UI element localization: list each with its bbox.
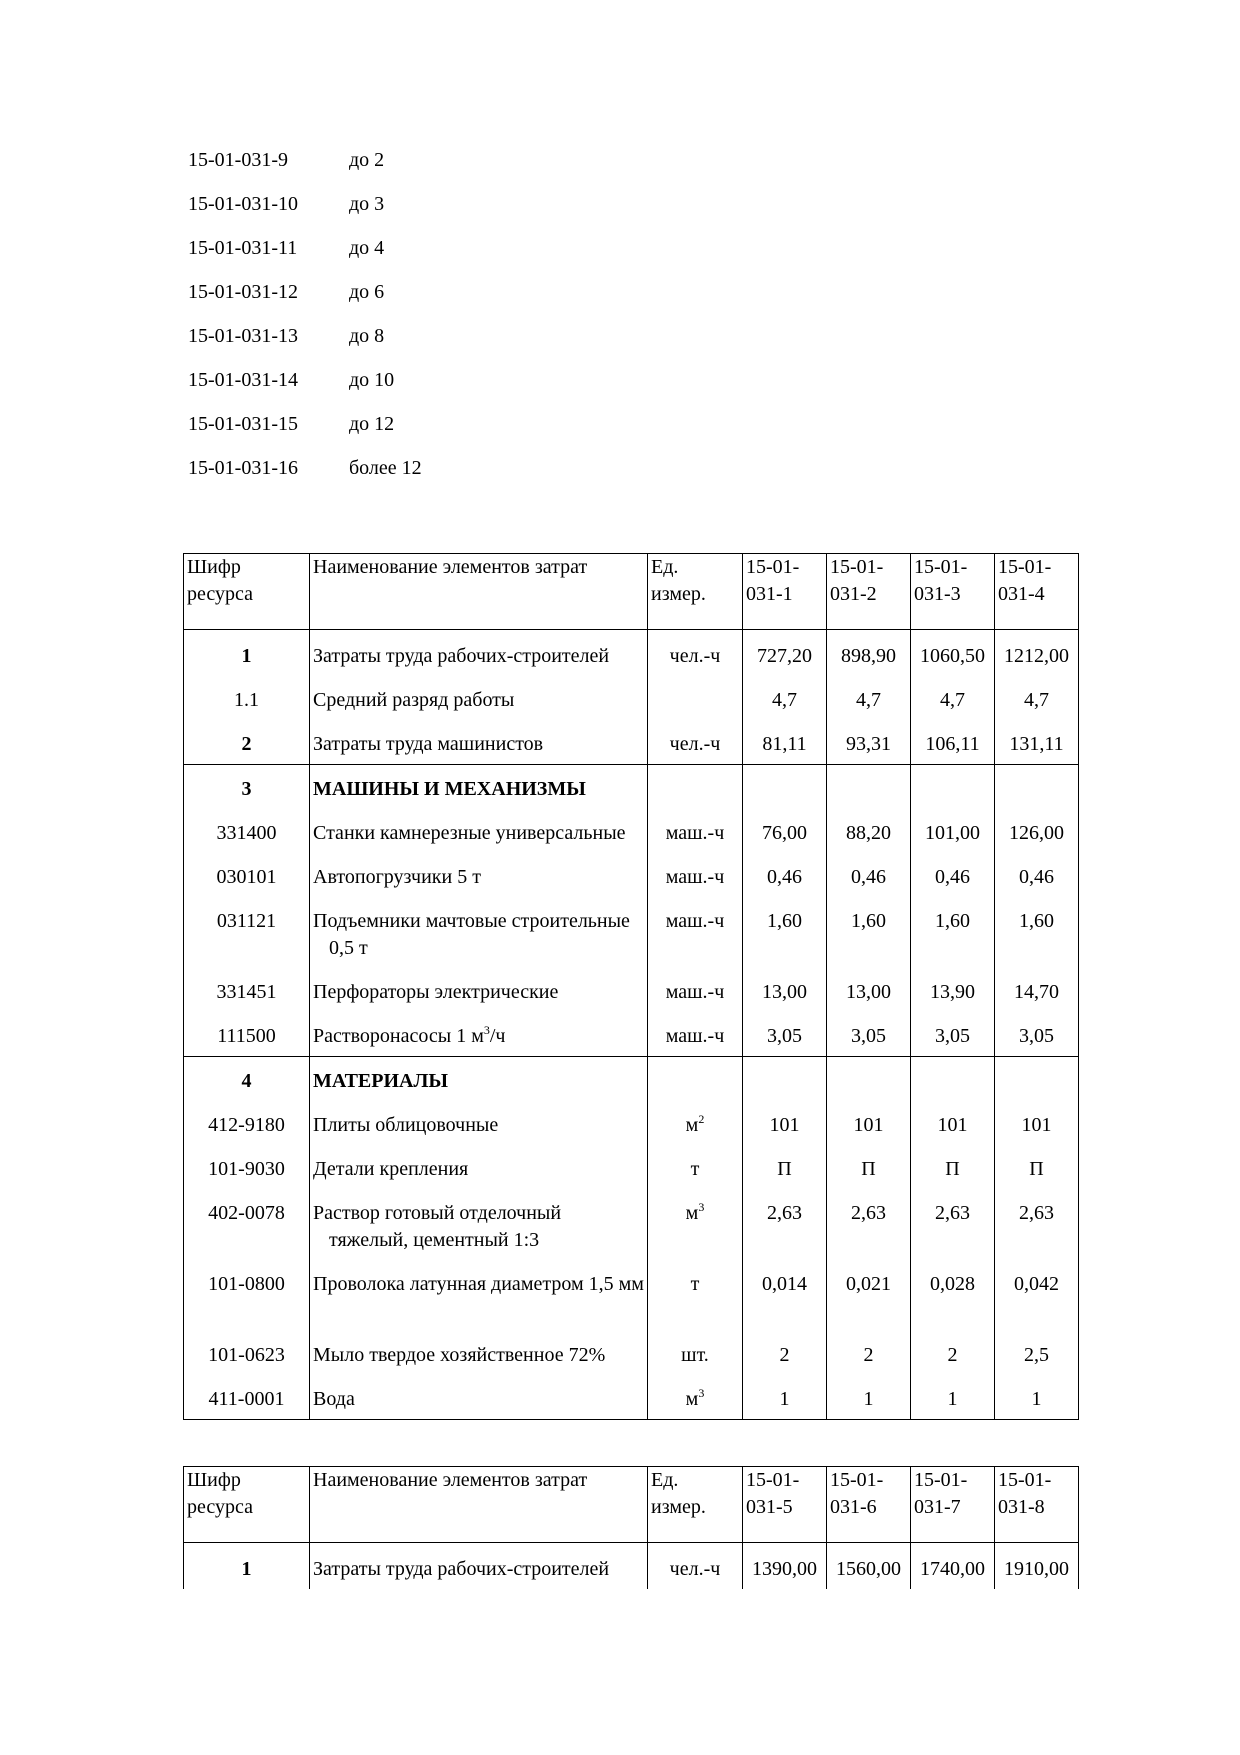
unit bbox=[648, 630, 743, 677]
header-norm-code bbox=[827, 1467, 911, 1543]
header-cost-name: Наименование элементов затрат bbox=[310, 1467, 648, 1543]
norm-value: 14,70 bbox=[995, 968, 1079, 1012]
header-text: 15-01- bbox=[746, 556, 800, 578]
cost-name-main: Станки камнерезные универсальные bbox=[313, 822, 626, 844]
norm-value: 2,63 bbox=[911, 1189, 995, 1260]
cost-name bbox=[310, 1331, 648, 1375]
cost-name-text bbox=[313, 643, 644, 670]
resource-code: 412-9180 bbox=[184, 1101, 310, 1145]
cost-name bbox=[310, 1375, 648, 1420]
unit-text: чел.-ч bbox=[669, 1558, 721, 1580]
code-label: до 6 bbox=[349, 281, 385, 303]
unit-text: маш.-ч bbox=[665, 1025, 725, 1047]
superscript: 3 bbox=[698, 1386, 705, 1400]
cost-name-main: Подъемники мачтовые строительные 0,5 т bbox=[313, 910, 630, 959]
code-label: более 12 bbox=[349, 457, 422, 479]
header-norm-code bbox=[743, 1467, 827, 1543]
norm-value: 0,014 bbox=[743, 1260, 827, 1331]
code-label: до 4 bbox=[349, 237, 385, 259]
norm-value: 101 bbox=[995, 1101, 1079, 1145]
norm-value: 13,90 bbox=[911, 968, 995, 1012]
code-list-item bbox=[188, 192, 422, 236]
norm-value: 3,05 bbox=[743, 1012, 827, 1057]
cost-name bbox=[310, 1543, 648, 1590]
resource-code: 3 bbox=[184, 765, 310, 810]
code-label: до 3 bbox=[349, 193, 385, 215]
code-list-item bbox=[188, 280, 422, 324]
header-text: измер. bbox=[651, 1496, 706, 1518]
norm-value: П bbox=[743, 1145, 827, 1189]
norm-value: 0,46 bbox=[743, 853, 827, 897]
table-row bbox=[184, 1057, 1079, 1102]
cost-name-text bbox=[313, 1342, 644, 1369]
header-text: 15-01- bbox=[914, 556, 968, 578]
unit bbox=[648, 765, 743, 810]
norm-value: 13,00 bbox=[827, 968, 911, 1012]
unit bbox=[648, 676, 743, 720]
norm-value bbox=[743, 1057, 827, 1102]
unit-text: маш.-ч bbox=[665, 981, 725, 1003]
header-text: 15-01- bbox=[998, 556, 1052, 578]
header-norm-code bbox=[911, 554, 995, 630]
cost-name-main: Средний разряд работы bbox=[313, 689, 515, 711]
norm-value: 1,60 bbox=[743, 897, 827, 968]
norm-code-list bbox=[188, 148, 422, 500]
cost-name-text bbox=[313, 776, 644, 803]
unit bbox=[648, 1189, 743, 1260]
cost-name-text bbox=[313, 979, 644, 1006]
unit bbox=[648, 1101, 743, 1145]
cost-name bbox=[310, 1101, 648, 1145]
norm-value bbox=[743, 765, 827, 810]
table-row bbox=[184, 897, 1079, 968]
cost-name-suffix: /ч bbox=[489, 1025, 506, 1047]
cost-name-text bbox=[313, 1112, 644, 1139]
norm-value: 93,31 bbox=[827, 720, 911, 765]
resource-table-1 bbox=[183, 553, 1079, 1420]
cost-name bbox=[310, 765, 648, 810]
header-text: 15-01- bbox=[914, 1469, 968, 1491]
resource-code: 1 bbox=[184, 630, 310, 677]
norm-value: 2,63 bbox=[743, 1189, 827, 1260]
unit bbox=[648, 1543, 743, 1590]
unit bbox=[648, 1331, 743, 1375]
table-row bbox=[184, 853, 1079, 897]
norm-value: 1 bbox=[995, 1375, 1079, 1420]
norm-value: П bbox=[827, 1145, 911, 1189]
code-value: 15-01-031-13 bbox=[188, 325, 298, 347]
code-value: 15-01-031-12 bbox=[188, 281, 298, 303]
header-text: 031-2 bbox=[830, 583, 877, 605]
header-norm-code bbox=[995, 1467, 1079, 1543]
unit-text: шт. bbox=[681, 1344, 709, 1366]
header-text: 031-6 bbox=[830, 1496, 877, 1518]
norm-value: 2 bbox=[827, 1331, 911, 1375]
header-text: Ед. bbox=[651, 556, 679, 578]
norm-value: 3,05 bbox=[827, 1012, 911, 1057]
header-resource-code bbox=[184, 1467, 310, 1543]
table-row bbox=[184, 1012, 1079, 1057]
header-text: 15-01- bbox=[830, 556, 884, 578]
unit-text: т bbox=[690, 1273, 700, 1295]
cost-name bbox=[310, 968, 648, 1012]
norm-value: 3,05 bbox=[911, 1012, 995, 1057]
header-norm-code bbox=[995, 554, 1079, 630]
header-text: Шифр bbox=[187, 1469, 241, 1491]
norm-value: 898,90 bbox=[827, 630, 911, 677]
header-unit bbox=[648, 1467, 743, 1543]
superscript: 2 bbox=[698, 1112, 705, 1126]
norm-value: 1 bbox=[827, 1375, 911, 1420]
norm-value: 1560,00 bbox=[827, 1543, 911, 1590]
code-list-item bbox=[188, 456, 422, 500]
norm-value: 1,60 bbox=[911, 897, 995, 968]
norm-value bbox=[911, 1057, 995, 1102]
table-header-row bbox=[184, 1467, 1079, 1543]
header-norm-code bbox=[827, 554, 911, 630]
code-list-item bbox=[188, 368, 422, 412]
header-resource-code bbox=[184, 554, 310, 630]
table-row bbox=[184, 1145, 1079, 1189]
cost-name bbox=[310, 676, 648, 720]
resource-code: 101-0623 bbox=[184, 1331, 310, 1375]
norm-value: 0,028 bbox=[911, 1260, 995, 1331]
table-row bbox=[184, 1189, 1079, 1260]
code-value: 15-01-031-11 bbox=[188, 237, 298, 259]
resource-code: 331451 bbox=[184, 968, 310, 1012]
resource-code: 331400 bbox=[184, 809, 310, 853]
norm-value bbox=[995, 765, 1079, 810]
cost-name-text bbox=[313, 687, 644, 714]
norm-value: 0,042 bbox=[995, 1260, 1079, 1331]
header-text: ресурса bbox=[187, 1496, 253, 1518]
header-unit bbox=[648, 554, 743, 630]
cost-name bbox=[310, 1012, 648, 1057]
unit-text: маш.-ч bbox=[665, 866, 725, 888]
norm-value: 1,60 bbox=[995, 897, 1079, 968]
table-body bbox=[184, 554, 1079, 1420]
header-cost-name: Наименование элементов затрат bbox=[310, 554, 648, 630]
table-row bbox=[184, 676, 1079, 720]
norm-value: 81,11 bbox=[743, 720, 827, 765]
table-body bbox=[184, 1467, 1079, 1590]
cost-name bbox=[310, 1260, 648, 1331]
header-text: 031-5 bbox=[746, 1496, 793, 1518]
cost-name bbox=[310, 897, 648, 968]
cost-name bbox=[310, 720, 648, 765]
norm-value bbox=[827, 1057, 911, 1102]
header-norm-code bbox=[743, 554, 827, 630]
norm-value: 1 bbox=[911, 1375, 995, 1420]
code-value: 15-01-031-16 bbox=[188, 457, 298, 479]
unit bbox=[648, 1145, 743, 1189]
norm-value: 1390,00 bbox=[743, 1543, 827, 1590]
norm-value: 727,20 bbox=[743, 630, 827, 677]
code-label: до 8 bbox=[349, 325, 385, 347]
norm-value: 13,00 bbox=[743, 968, 827, 1012]
unit-text: т bbox=[690, 1158, 700, 1180]
unit bbox=[648, 897, 743, 968]
code-value: 15-01-031-14 bbox=[188, 369, 298, 391]
cost-name bbox=[310, 1145, 648, 1189]
resource-code: 030101 bbox=[184, 853, 310, 897]
table-row bbox=[184, 968, 1079, 1012]
norm-value: 0,46 bbox=[827, 853, 911, 897]
table-row bbox=[184, 765, 1079, 810]
cost-name-text bbox=[313, 820, 644, 847]
code-label: до 10 bbox=[349, 369, 395, 391]
norm-value: 76,00 bbox=[743, 809, 827, 853]
cost-name-main: МАТЕРИАЛЫ bbox=[313, 1070, 448, 1092]
header-text: 15-01- bbox=[746, 1469, 800, 1491]
norm-value: 126,00 bbox=[995, 809, 1079, 853]
cost-name-text bbox=[313, 1023, 644, 1050]
norm-value: 1212,00 bbox=[995, 630, 1079, 677]
unit bbox=[648, 968, 743, 1012]
cost-name-text bbox=[313, 731, 644, 758]
norm-value: 88,20 bbox=[827, 809, 911, 853]
table-row bbox=[184, 1260, 1079, 1331]
norm-value: 1060,50 bbox=[911, 630, 995, 677]
norm-value: 4,7 bbox=[911, 676, 995, 720]
norm-value: 2 bbox=[743, 1331, 827, 1375]
superscript: 3 bbox=[698, 1200, 705, 1214]
resource-code: 411-0001 bbox=[184, 1375, 310, 1420]
table-row bbox=[184, 720, 1079, 765]
cost-name-main: Перфораторы электрические bbox=[313, 981, 559, 1003]
cost-name-main: Затраты труда рабочих-строителей bbox=[313, 1558, 610, 1580]
table-row bbox=[184, 1543, 1079, 1590]
code-list-item bbox=[188, 236, 422, 280]
resource-code: 1.1 bbox=[184, 676, 310, 720]
resource-code: 2 bbox=[184, 720, 310, 765]
unit-text: чел.-ч bbox=[669, 645, 721, 667]
unit-text: м bbox=[685, 1114, 699, 1136]
code-list-item bbox=[188, 324, 422, 368]
resource-table-2 bbox=[183, 1466, 1079, 1589]
norm-value: 101,00 bbox=[911, 809, 995, 853]
norm-value: 4,7 bbox=[743, 676, 827, 720]
unit bbox=[648, 1375, 743, 1420]
cost-name bbox=[310, 809, 648, 853]
norm-value: 0,021 bbox=[827, 1260, 911, 1331]
resource-code: 1 bbox=[184, 1543, 310, 1590]
norm-value: 101 bbox=[827, 1101, 911, 1145]
norm-value: 2 bbox=[911, 1331, 995, 1375]
cost-name-main: Раствор готовый отделочный тяжелый, цементный 1:3 bbox=[313, 1202, 562, 1251]
header-text: Ед. bbox=[651, 1469, 679, 1491]
cost-name-text bbox=[313, 864, 644, 891]
header-text: измер. bbox=[651, 583, 706, 605]
cost-name-main: Растворонасосы 1 м bbox=[313, 1025, 484, 1047]
norm-value: 106,11 bbox=[911, 720, 995, 765]
unit bbox=[648, 720, 743, 765]
cost-name-main: Детали крепления bbox=[313, 1158, 469, 1180]
resource-code: 031121 bbox=[184, 897, 310, 968]
header-text: 15-01- bbox=[998, 1469, 1052, 1491]
cost-name bbox=[310, 1189, 648, 1260]
unit-text: м bbox=[685, 1388, 699, 1410]
norm-value: 2,63 bbox=[995, 1189, 1079, 1260]
code-list-item bbox=[188, 148, 422, 192]
cost-name-main: Мыло твердое хозяйственное 72% bbox=[313, 1344, 606, 1366]
norm-value: 1 bbox=[743, 1375, 827, 1420]
norm-value: П bbox=[995, 1145, 1079, 1189]
superscript: 3 bbox=[483, 1023, 490, 1037]
table-row bbox=[184, 630, 1079, 677]
header-text: 031-3 bbox=[914, 583, 961, 605]
code-value: 15-01-031-9 bbox=[188, 149, 288, 171]
resource-code: 402-0078 bbox=[184, 1189, 310, 1260]
unit bbox=[648, 1012, 743, 1057]
norm-value: 0,46 bbox=[911, 853, 995, 897]
cost-name-main: Затраты труда рабочих-строителей bbox=[313, 645, 610, 667]
code-value: 15-01-031-15 bbox=[188, 413, 298, 435]
header-text: 031-4 bbox=[998, 583, 1045, 605]
norm-value: 1740,00 bbox=[911, 1543, 995, 1590]
code-label: до 2 bbox=[349, 149, 385, 171]
table-row bbox=[184, 1375, 1079, 1420]
table-row bbox=[184, 809, 1079, 853]
norm-value bbox=[995, 1057, 1079, 1102]
resource-code: 101-0800 bbox=[184, 1260, 310, 1331]
unit bbox=[648, 853, 743, 897]
cost-name-main: Затраты труда машинистов bbox=[313, 733, 544, 755]
cost-name-text bbox=[313, 1068, 644, 1095]
norm-value: 131,11 bbox=[995, 720, 1079, 765]
norm-value: 101 bbox=[911, 1101, 995, 1145]
resource-code: 101-9030 bbox=[184, 1145, 310, 1189]
cost-name-main: МАШИНЫ И МЕХАНИЗМЫ bbox=[313, 778, 586, 800]
norm-value: 2,5 bbox=[995, 1331, 1079, 1375]
unit bbox=[648, 809, 743, 853]
norm-value: П bbox=[911, 1145, 995, 1189]
table-header-row bbox=[184, 554, 1079, 630]
norm-value: 101 bbox=[743, 1101, 827, 1145]
unit-text: чел.-ч bbox=[669, 733, 721, 755]
header-text: 031-1 bbox=[746, 583, 793, 605]
cost-name-text bbox=[313, 1386, 644, 1413]
unit bbox=[648, 1057, 743, 1102]
header-norm-code bbox=[911, 1467, 995, 1543]
cost-name-text bbox=[313, 1556, 644, 1583]
cost-name-main: Проволока латунная диаметром 1,5 мм bbox=[313, 1273, 644, 1295]
table-row bbox=[184, 1331, 1079, 1375]
unit-text: м bbox=[685, 1202, 699, 1224]
code-list-item bbox=[188, 412, 422, 456]
cost-name bbox=[310, 853, 648, 897]
header-text: Шифр bbox=[187, 556, 241, 578]
cost-name-main: Вода bbox=[313, 1388, 355, 1410]
norm-value: 4,7 bbox=[995, 676, 1079, 720]
norm-value: 1,60 bbox=[827, 897, 911, 968]
cost-name-text bbox=[313, 908, 644, 962]
cost-name-main: Автопогрузчики 5 т bbox=[313, 866, 481, 888]
table-row bbox=[184, 1101, 1079, 1145]
norm-value bbox=[911, 765, 995, 810]
norm-value bbox=[827, 765, 911, 810]
norm-value: 1910,00 bbox=[995, 1543, 1079, 1590]
resource-code: 111500 bbox=[184, 1012, 310, 1057]
cost-name bbox=[310, 1057, 648, 1102]
header-text: 031-7 bbox=[914, 1496, 961, 1518]
code-label: до 12 bbox=[349, 413, 395, 435]
cost-name-main: Плиты облицовочные bbox=[313, 1114, 499, 1136]
cost-name bbox=[310, 630, 648, 677]
norm-value: 0,46 bbox=[995, 853, 1079, 897]
unit bbox=[648, 1260, 743, 1331]
header-text: ресурса bbox=[187, 583, 253, 605]
cost-name-text bbox=[313, 1156, 644, 1183]
norm-value: 3,05 bbox=[995, 1012, 1079, 1057]
norm-value: 2,63 bbox=[827, 1189, 911, 1260]
unit-text: маш.-ч bbox=[665, 910, 725, 932]
cost-name-text bbox=[313, 1200, 644, 1254]
resource-code: 4 bbox=[184, 1057, 310, 1102]
header-text: 15-01- bbox=[830, 1469, 884, 1491]
cost-name-text bbox=[313, 1271, 644, 1298]
unit-text: маш.-ч bbox=[665, 822, 725, 844]
norm-value: 4,7 bbox=[827, 676, 911, 720]
code-value: 15-01-031-10 bbox=[188, 193, 298, 215]
header-text: 031-8 bbox=[998, 1496, 1045, 1518]
